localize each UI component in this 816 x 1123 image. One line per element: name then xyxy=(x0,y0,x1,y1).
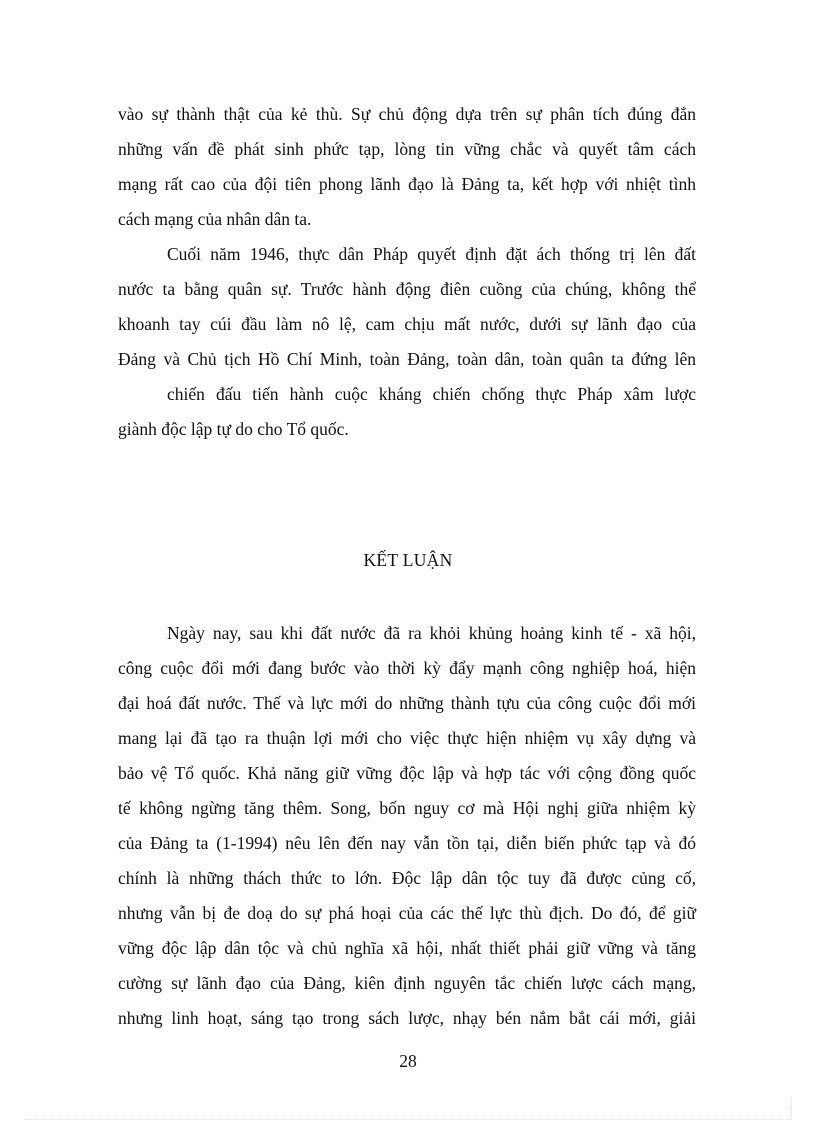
body-text-top xyxy=(118,97,696,447)
text-line: nước ta bằng quân sự. Trước hành động điên cuồng của chúng, không thể xyxy=(118,279,696,299)
text-line: cường sự lãnh đạo của Đảng, kiên định nguyên tắc chiến lược cách mạng, xyxy=(118,973,696,993)
text-line: Đảng và Chủ tịch Hồ Chí Minh, toàn Đảng, toàn dân, toàn quân ta đứng lên xyxy=(118,349,696,369)
text-line: chính là những thách thức to lớn. Độc lập dân tộc tuy đã được củng cố, xyxy=(118,868,696,888)
text-line: mạng rất cao của đội tiên phong lãnh đạo là Đảng ta, kết hợp với nhiệt tình xyxy=(118,174,696,194)
text-line: của Đảng ta (1-1994) nêu lên đến nay vẫn tồn tại, diễn biến phức tạp và đó xyxy=(118,833,696,853)
text-line: giành độc lập tự do cho Tổ quốc. xyxy=(118,419,349,439)
paragraph-1 xyxy=(118,97,696,237)
text-line: chiến đấu tiến hành cuộc kháng chiến chống thực Pháp xâm lược xyxy=(167,384,696,404)
text-line: vào sự thành thật của kẻ thù. Sự chủ động dựa trên sự phân tích đúng đắn xyxy=(118,104,696,124)
page-bottom-border xyxy=(24,1119,792,1120)
text-line: công cuộc đổi mới đang bước vào thời kỳ đẩy mạnh công nghiệp hoá, hiện xyxy=(118,658,696,678)
paragraph-2 xyxy=(118,237,696,377)
text-line: bảo vệ Tổ quốc. Khả năng giữ vững độc lập và hợp tác với cộng đồng quốc xyxy=(118,763,696,783)
text-line: Cuối năm 1946, thực dân Pháp quyết định đặt ách thống trị lên đất xyxy=(167,244,696,264)
text-line: vững độc lập dân tộc và chủ nghĩa xã hội, nhất thiết phải giữ vững và tăng xyxy=(118,938,696,958)
text-line: nhưng linh hoạt, sáng tạo trong sách lược, nhạy bén nắm bắt cái mới, giải xyxy=(118,1008,696,1028)
conclusion-paragraph xyxy=(118,616,696,1036)
body-text-conclusion xyxy=(118,616,696,1036)
page-number: 28 xyxy=(399,1051,417,1071)
text-line: khoanh tay cúi đầu làm nô lệ, cam chịu mất nước, dưới sự lãnh đạo của xyxy=(118,314,696,334)
text-line: Ngày nay, sau khi đất nước đã ra khỏi khủng hoảng kinh tế - xã hội, xyxy=(167,623,696,643)
section-heading: KẾT LUẬN xyxy=(363,550,453,570)
text-line: cách mạng của nhân dân ta. xyxy=(118,209,312,229)
page-side-border xyxy=(791,1097,792,1119)
text-line: những vấn đề phát sinh phức tạp, lòng tin vững chắc và quyết tâm cách xyxy=(118,139,696,159)
text-line: đại hoá đất nước. Thế và lực mới do những thành tựu của công cuộc đổi mới xyxy=(118,693,696,713)
text-line: mang lại đã tạo ra thuận lợi mới cho việc thực hiện nhiệm vụ xây dựng và xyxy=(118,728,696,748)
text-line: nhưng vẫn bị đe doạ do sự phá hoại của các thế lực thù địch. Do đó, để giữ xyxy=(118,903,696,923)
text-line: tế không ngừng tăng thêm. Song, bốn nguy cơ mà Hội nghị giữa nhiệm kỳ xyxy=(118,798,696,818)
paragraph-3 xyxy=(118,377,696,447)
